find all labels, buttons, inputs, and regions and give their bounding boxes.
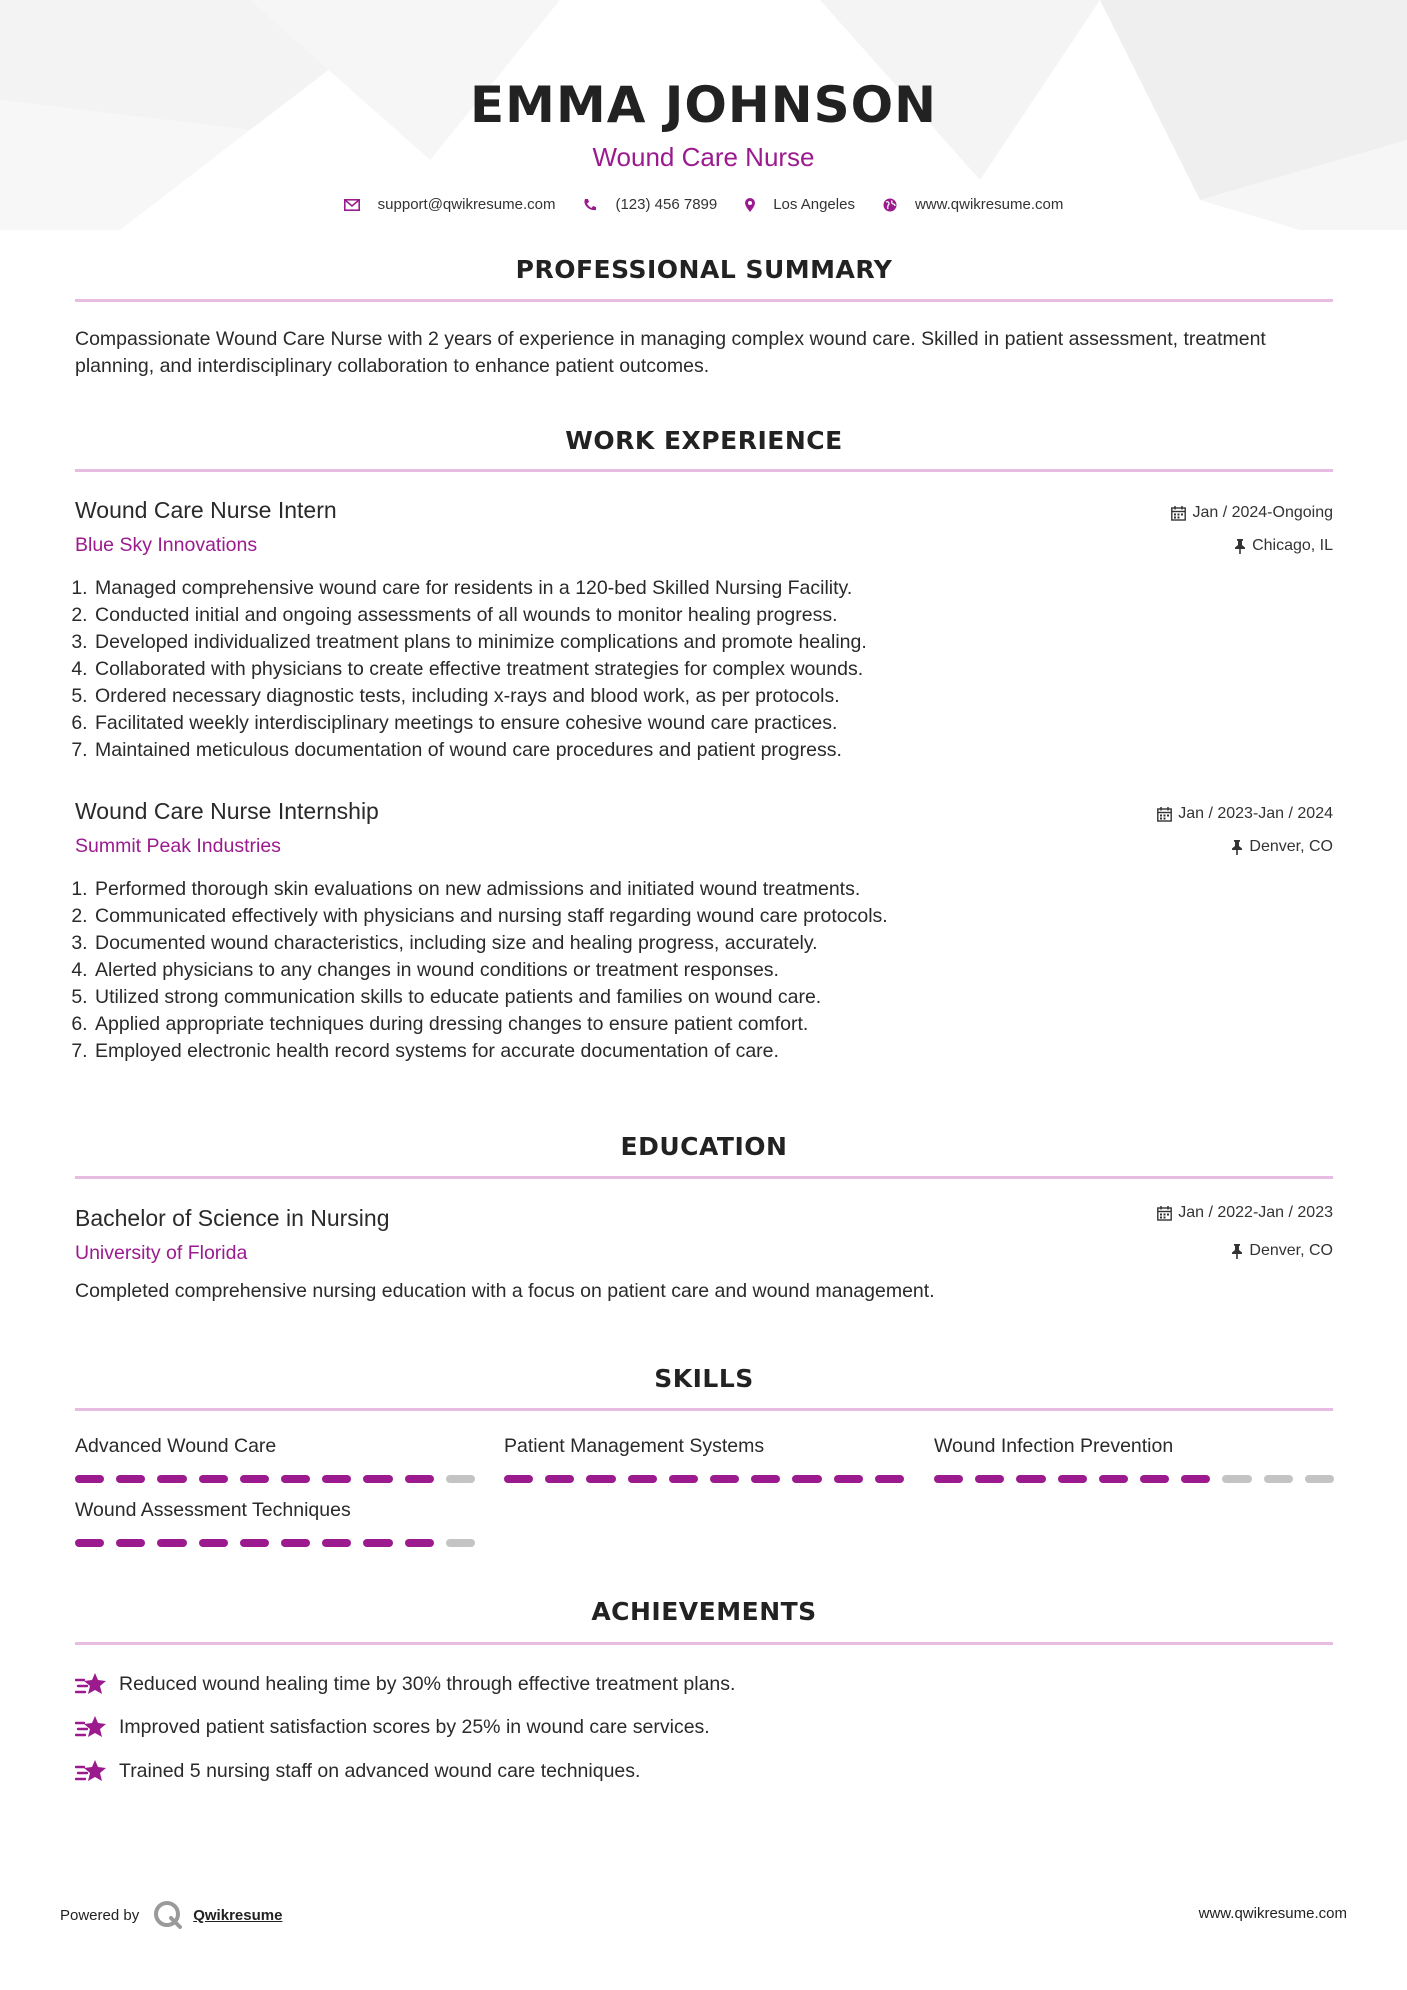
skill-segment-filled [363, 1539, 392, 1547]
skill-name: Wound Infection Prevention [934, 1435, 1174, 1457]
pushpin-icon [1231, 1244, 1243, 1259]
pushpin-icon [1234, 539, 1246, 554]
job-dates [1171, 504, 1333, 522]
list-item: 3. Developed individualized treatment plans to minimize complications and promote healing. [93, 629, 1293, 656]
achievement-item [75, 1713, 710, 1741]
list-item: 7. Employed electronic health record systems for accurate documentation of care. [93, 1038, 1293, 1065]
education-dates [1157, 1204, 1333, 1222]
degree-title: Bachelor of Science in Nursing [75, 1205, 390, 1231]
achievement-text: Improved patient satisfaction scores by 25% in wound care services. [119, 1715, 710, 1738]
job-title: Wound Care Nurse Intern [75, 497, 337, 523]
skill-segment-filled [116, 1475, 145, 1483]
footer-powered-by [60, 1900, 282, 1930]
list-item: 2. Conducted initial and ongoing assessments of all wounds to monitor healing progress. [93, 602, 1293, 629]
skill-segment-filled [157, 1539, 186, 1547]
skills-divider [75, 1408, 1333, 1411]
list-item: 3. Documented wound characteristics, including size and healing progress, accurately. [93, 930, 1293, 957]
skill-item [934, 1435, 1334, 1483]
skill-segment-filled [586, 1475, 615, 1483]
skill-segment-empty [446, 1539, 475, 1547]
skill-item [504, 1435, 904, 1483]
skill-segment-filled [322, 1539, 351, 1547]
skill-segment-filled [628, 1475, 657, 1483]
list-item: 4. Alerted physicians to any changes in wound conditions or treatment responses. [93, 957, 1293, 984]
job-company: Summit Peak Industries [75, 835, 281, 857]
list-item: 5. Ordered necessary diagnostic tests, including x-rays and blood work, as per protocols. [93, 683, 1293, 710]
globe-icon [883, 198, 897, 212]
achievement-item [75, 1757, 640, 1785]
skill-segment-filled [157, 1475, 186, 1483]
pushpin-icon [1231, 840, 1243, 855]
skill-segment-empty [446, 1475, 475, 1483]
skill-meter [934, 1475, 1334, 1483]
skill-segment-filled [281, 1475, 310, 1483]
achievements-divider [75, 1642, 1333, 1645]
list-item: 4. Collaborated with physicians to create effective treatment strategies for complex wounds. [93, 656, 1293, 683]
phone-icon [583, 198, 597, 212]
calendar-icon [1157, 1206, 1172, 1221]
skill-segment-filled [545, 1475, 574, 1483]
achievement-item [75, 1670, 735, 1698]
skill-segment-filled [751, 1475, 780, 1483]
candidate-title: Wound Care Nurse [592, 142, 815, 172]
skill-segment-filled [240, 1475, 269, 1483]
job-bullets [75, 876, 1293, 1065]
envelope-icon [344, 199, 360, 211]
skill-segment-filled [199, 1539, 228, 1547]
calendar-icon [1171, 506, 1186, 521]
candidate-name: EMMA JOHNSON [470, 76, 937, 134]
job-location [1231, 838, 1333, 856]
skill-segment-filled [75, 1539, 104, 1547]
education-location-text: Denver, CO [1249, 1242, 1333, 1259]
contact-email[interactable] [344, 196, 556, 213]
shooting-star-icon [75, 1757, 107, 1785]
education-location [1231, 1242, 1333, 1260]
job-bullets [75, 575, 1293, 764]
skill-segment-filled [281, 1539, 310, 1547]
qwikresume-logo-icon [153, 1900, 183, 1930]
location-text: Los Angeles [773, 196, 855, 213]
skill-segment-empty [1222, 1475, 1251, 1483]
school-name: University of Florida [75, 1242, 248, 1264]
shooting-star-icon [75, 1670, 107, 1698]
powered-by-label: Powered by [60, 1906, 140, 1924]
job-location [1234, 537, 1333, 555]
education-heading: EDUCATION [620, 1132, 788, 1161]
skill-segment-filled [934, 1475, 963, 1483]
footer-website[interactable]: www.qwikresume.com [1198, 1905, 1347, 1922]
skill-segment-filled [199, 1475, 228, 1483]
qwikresume-link[interactable]: Qwikresume [193, 1906, 283, 1924]
job-company: Blue Sky Innovations [75, 534, 258, 556]
contact-location [745, 196, 855, 213]
list-item: 1. Performed thorough skin evaluations on new admissions and initiated wound treatments. [93, 876, 1293, 903]
skill-name: Wound Assessment Techniques [75, 1499, 351, 1521]
skill-segment-filled [875, 1475, 904, 1483]
list-item: 1. Managed comprehensive wound care for residents in a 120-bed Skilled Nursing Facility. [93, 575, 1293, 602]
skill-name: Patient Management Systems [504, 1435, 765, 1457]
skill-segment-filled [1181, 1475, 1210, 1483]
phone-text: (123) 456 7899 [615, 196, 718, 213]
skill-segment-filled [405, 1539, 434, 1547]
achievement-text: Reduced wound healing time by 30% through effective treatment plans. [119, 1672, 736, 1695]
job-title: Wound Care Nurse Internship [75, 798, 379, 824]
skill-segment-filled [240, 1539, 269, 1547]
job-dates [1157, 805, 1333, 823]
skill-meter [75, 1539, 475, 1547]
skill-segment-filled [975, 1475, 1004, 1483]
resume-header [0, 70, 1407, 213]
skill-name: Advanced Wound Care [75, 1435, 277, 1457]
calendar-icon [1157, 807, 1172, 822]
skill-segment-filled [504, 1475, 533, 1483]
contact-bar [0, 196, 1407, 213]
skill-item [75, 1435, 475, 1483]
education-dates-text: Jan / 2022-Jan / 2023 [1178, 1204, 1333, 1221]
job-location-text: Chicago, IL [1252, 537, 1333, 554]
education-divider [75, 1176, 1333, 1179]
skill-segment-filled [1016, 1475, 1045, 1483]
skill-segment-filled [322, 1475, 351, 1483]
skill-segment-filled [1058, 1475, 1087, 1483]
map-pin-icon [745, 198, 755, 212]
skill-meter [75, 1475, 475, 1483]
list-item: 2. Communicated effectively with physicians and nursing staff regarding wound care protocols. [93, 903, 1293, 930]
skill-segment-filled [75, 1475, 104, 1483]
skill-segment-filled [405, 1475, 434, 1483]
shooting-star-icon [75, 1713, 107, 1741]
skill-segment-filled [834, 1475, 863, 1483]
job-dates-text: Jan / 2023-Jan / 2024 [1178, 805, 1333, 822]
skill-segment-empty [1305, 1475, 1334, 1483]
achievement-text: Trained 5 nursing staff on advanced wound care techniques. [119, 1759, 641, 1782]
job-dates-text: Jan / 2024-Ongoing [1192, 504, 1333, 521]
skill-segment-filled [669, 1475, 698, 1483]
achievements-heading: ACHIEVEMENTS [591, 1597, 817, 1626]
experience-heading: WORK EXPERIENCE [565, 426, 843, 455]
skill-meter [504, 1475, 904, 1483]
education-description: Completed comprehensive nursing education with a focus on patient care and wound management. [75, 1280, 935, 1302]
skill-segment-filled [710, 1475, 739, 1483]
skill-segment-filled [1099, 1475, 1128, 1483]
job-location-text: Denver, CO [1249, 838, 1333, 855]
skill-segment-empty [1264, 1475, 1293, 1483]
list-item: 7. Maintained meticulous documentation of wound care procedures and patient progress. [93, 737, 1293, 764]
skill-segment-filled [792, 1475, 821, 1483]
contact-website[interactable] [883, 196, 1063, 213]
skill-segment-filled [363, 1475, 392, 1483]
skill-segment-filled [116, 1539, 145, 1547]
experience-divider [75, 469, 1333, 472]
email-text: support@qwikresume.com [377, 196, 556, 213]
list-item: 5. Utilized strong communication skills to educate patients and families on wound care. [93, 984, 1293, 1011]
summary-heading: PROFESSIONAL SUMMARY [515, 255, 893, 284]
skill-item [75, 1499, 475, 1547]
skill-segment-filled [1140, 1475, 1169, 1483]
list-item: 6. Applied appropriate techniques during dressing changes to ensure patient comfort. [93, 1011, 1293, 1038]
summary-divider [75, 299, 1333, 302]
list-item: 6. Facilitated weekly interdisciplinary meetings to ensure cohesive wound care practices. [93, 710, 1293, 737]
skills-heading: SKILLS [654, 1364, 754, 1393]
contact-phone[interactable] [583, 196, 717, 213]
website-text: www.qwikresume.com [914, 196, 1064, 213]
summary-text: Compassionate Wound Care Nurse with 2 years of experience in managing complex wound care. Skilled in patient assessment, treatment planning, and interdisciplinary collaboration to enhance patient outcomes. [75, 328, 1266, 377]
